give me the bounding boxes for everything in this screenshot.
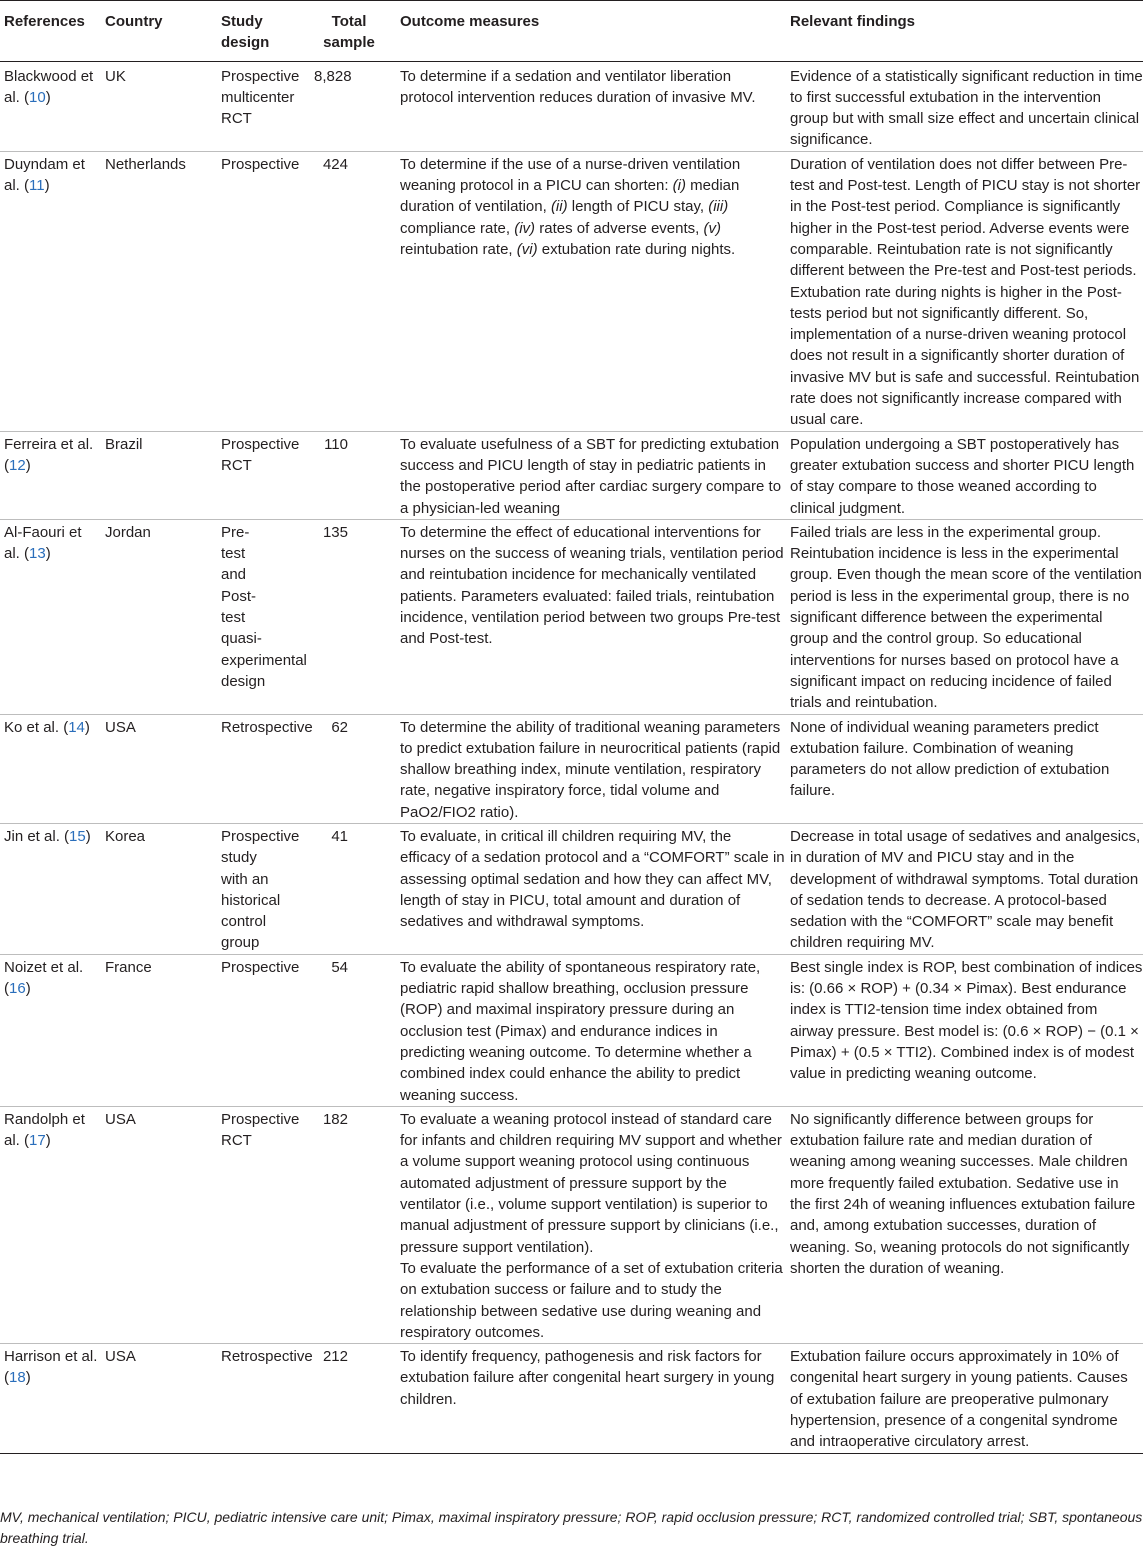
cell-country: France [101,954,217,1106]
outcome-text: To evaluate a weaning protocol instead of standard care for infants and children requiring MV support and whether a volume support weaning protocol using continuous automated adjustment of pressure support by the ventilator (i.e., volume support ventilation) is superior to manual adjustment of pressure support by clinicians (i.e., pressure support ventilation). [400,1110,782,1256]
table-row [0,431,1143,519]
outcome-enumerator: (vi) [516,240,538,258]
cell-outcome-measures [396,61,786,151]
header-total-sample: Total sample [310,1,396,62]
reference-authors: Noizet et al. ( [4,958,84,998]
outcome-text: extubation rate during nights. [537,240,736,258]
reference-authors: Blackwood et al. ( [4,67,94,106]
cell-country: USA [101,1344,217,1453]
cell-relevant-findings: Failed trials are less in the experimental group. Reintubation incidence is less in the experimental group. Even though the mean score of the ventilation period is less in the experimental group, there is no significant difference between the experimental group and the control group. So educational interventions for nurses based on protocol have a significant impact on reducing incidence of failed trials and reintubation. [786,519,1143,714]
reference-close: ) [45,545,51,563]
cell-total-sample: 8,828 [310,61,396,151]
cell-country: Netherlands [101,151,217,431]
outcome-text: length of PICU stay, [567,198,709,216]
cell-reference [0,431,101,519]
cell-study-design: Prospective RCT [217,431,310,519]
reference-close: ) [84,718,90,736]
cell-reference [0,61,101,151]
cell-study-design: Prospective RCT [217,1106,310,1343]
cell-outcome-measures [396,1344,786,1453]
reference-close: ) [85,827,91,845]
cell-outcome-measures [396,1106,786,1343]
reference-close: ) [44,177,50,195]
outcome-text: To evaluate usefulness of a SBT for predicting extubation success and PICU length of stay in pediatric patients in the postoperative period after cardiac surgery compare to a physician-led weaning [400,435,782,517]
header-study-design: Study design [217,1,310,62]
cell-total-sample: 135 [310,519,396,714]
reference-authors: Ko et al. ( [4,718,69,736]
cell-total-sample: 424 [310,151,396,431]
cell-country: Brazil [101,431,217,519]
outcome-text: To identify frequency, pathogenesis and risk factors for extubation failure after congenital heart surgery in young children. [400,1348,775,1408]
cell-reference [0,1344,101,1453]
outcome-text: To determine the ability of traditional weaning parameters to predict extubation failure in neurocritical patients (rapid shallow breathing index, minute ventilation, respiratory rate, negative inspiratory force, tidal volume and PaO2/FIO2 ratio). [400,718,781,821]
header-relevant-findings: Relevant findings [786,1,1143,62]
reference-authors: Randolph et al. ( [4,1110,85,1150]
reference-authors: Jin et al. ( [4,827,70,845]
cell-outcome-measures [396,431,786,519]
outcome-text: To evaluate, in critical ill children requiring MV, the efficacy of a sedation protocol and a “COMFORT” scale in assessing optimal sedation and how they can affect MV, length of stay in PICU, total amount and duration of sedatives and withdrawal symptoms. [400,827,785,931]
outcome-text: median duration of ventilation, [400,177,740,216]
cell-outcome-measures [396,823,786,954]
citation-link[interactable]: 14 [68,718,85,736]
cell-total-sample: 54 [310,954,396,1106]
cell-country: Korea [101,823,217,954]
table-row [0,61,1143,151]
cell-reference [0,1106,101,1343]
table-row [0,519,1143,714]
cell-total-sample: 110 [310,431,396,519]
table-row [0,1344,1143,1453]
cell-study-design: Prospective multicenter RCT [217,61,310,151]
outcome-enumerator: (iii) [708,198,729,216]
outcome-enumerator: (iv) [514,219,536,237]
outcome-text-secondary: To evaluate the performance of a set of extubation criteria on extubation success or failure and to study the relationship between sedative use during weaning and respiratory outcomes. [400,1259,783,1341]
cell-outcome-measures [396,151,786,431]
cell-study-design: Retrospective [217,714,310,823]
cell-relevant-findings: Extubation failure occurs approximately in 10% of congenital heart surgery in young patients. Causes of extubation failure are preoperative pulmonary hypertension, presence of a congenital syndrome and intraoperative circulatory arrest. [786,1344,1143,1453]
cell-country: Jordan [101,519,217,714]
cell-relevant-findings: Duration of ventilation does not differ between Pre-test and Post-test. Length of PICU stay is not shorter in the Post-test period. Compliance is significantly higher in the Post-test period. Adverse events were comparable. Reintubation rate is not significantly different between the Pre-test and Post-test periods. Extubation rate during nights is higher in the Post-tests period but not significantly different. So, implementation of a nurse-driven weaning protocol does not result in a significantly shorter duration of invasive MV but is safe and successful. Reintubation rate does not significantly increase compared with usual care. [786,151,1143,431]
reference-close: ) [25,456,31,474]
cell-reference [0,151,101,431]
citation-link[interactable]: 11 [29,177,45,195]
header-references: References [0,1,101,62]
cell-total-sample: 182 [310,1106,396,1343]
table-row [0,714,1143,823]
cell-reference [0,714,101,823]
cell-relevant-findings: Evidence of a statistically significant reduction in time to first successful extubation in the intervention group but with small size effect and uncertain clinical significance. [786,61,1143,151]
outcome-text: To determine if the use of a nurse-driven ventilation weaning protocol in a PICU can shorten: [400,155,741,195]
header-outcome-measures: Outcome measures [396,1,786,62]
cell-country: UK [101,61,217,151]
table-row [0,1106,1143,1343]
cell-outcome-measures [396,714,786,823]
citation-link[interactable]: 12 [9,456,26,474]
cell-study-design: Prospective [217,954,310,1106]
reference-close: ) [45,1132,51,1150]
cell-total-sample: 41 [310,823,396,954]
outcome-enumerator: (ii) [550,198,568,216]
cell-reference [0,823,101,954]
cell-study-design: Prospective study with an historical control group [217,823,310,954]
outcome-text: To determine if a sedation and ventilator liberation protocol intervention reduces duration of invasive MV. [400,67,756,106]
cell-reference [0,519,101,714]
reference-close: ) [25,1369,31,1387]
table-row [0,151,1143,431]
reference-close: ) [45,88,51,106]
outcome-text: reintubation rate, [400,240,517,258]
cell-study-design: Prospective [217,151,310,431]
outcome-text: rates of adverse events, [535,219,704,237]
cell-outcome-measures [396,954,786,1106]
table-footnote: MV, mechanical ventilation; PICU, pediatric intensive care unit; Pimax, maximal inspiratory pressure; ROP, rapid occlusion pressure; RCT, randomized controlled trial; SBT, spontaneous breathing trial. [0,1509,1143,1546]
reference-close: ) [25,980,31,998]
table-header-row [0,1,1143,62]
reference-authors: Ferreira et al. ( [4,435,94,474]
cell-total-sample: 62 [310,714,396,823]
citation-link[interactable]: 10 [29,88,46,106]
cell-reference [0,954,101,1106]
cell-relevant-findings: Best single index is ROP, best combination of indices is: (0.66 × ROP) + (0.34 × Pimax). Best endurance index is TTI2-tension time index obtained from airway pressure. Best model is: (0.6 × ROP) − (0.1 × Pimax) + (0.5 × TTI2). Combined index is of modest value in predicting weaning outcome. [786,954,1143,1106]
outcome-text: To determine the effect of educational interventions for nurses on the success of weaning trials, ventilation period and reintubation incidence for mechanically ventilated patients. Parameters evaluated: failed trials, reintubation incidence, ventilation period between two groups Pre-test and Post-test. [400,523,784,648]
cell-total-sample: 212 [310,1344,396,1453]
cell-relevant-findings: No significantly difference between groups for extubation failure rate and median duration of weaning among weaning successes. Male children more frequently failed extubation. Sedative use in the first 24h of weaning influences extubation failure and, among extubation successes, duration of weaning. So, weaning protocols do not significantly shorten the duration of weaning. [786,1106,1143,1343]
outcome-enumerator: (v) [703,219,721,237]
table-row [0,823,1143,954]
reference-authors: Duyndam et al. ( [4,155,85,195]
cell-country: USA [101,714,217,823]
cell-outcome-measures [396,519,786,714]
citation-link[interactable]: 17 [29,1132,46,1150]
outcome-text: compliance rate, [400,219,515,237]
outcome-enumerator: (i) [672,177,686,195]
citation-link[interactable]: 15 [69,827,86,845]
cell-study-design: Pre- test and Post- test quasi- experimental design [217,519,310,714]
reference-authors: Harrison et al. ( [4,1348,98,1387]
citation-link[interactable]: 13 [29,545,46,563]
cell-study-design: Retrospective [217,1344,310,1453]
cell-relevant-findings: Decrease in total usage of sedatives and analgesics, in duration of MV and PICU stay and in the development of withdrawal symptoms. Total duration of sedation tends to decrease. A protocol-based sedation with the “COMFORT” scale may benefit children requiring MV. [786,823,1143,954]
citation-link[interactable]: 16 [9,980,26,998]
cell-relevant-findings: Population undergoing a SBT postoperatively has greater extubation success and shorter PICU length of stay compare to those weaned according to clinical judgment. [786,431,1143,519]
reference-authors: Al-Faouri et al. ( [4,523,82,563]
cell-country: USA [101,1106,217,1343]
table-row [0,954,1143,1106]
outcome-text: To evaluate the ability of spontaneous respiratory rate, pediatric rapid shallow breathing, occlusion pressure (ROP) and maximal inspiratory pressure during an occlusion test (Pimax) and endurance indices in predicting weaning outcome. To determine whether a combined index could enhance the ability to predict weaning success. [400,958,761,1104]
cell-relevant-findings: None of individual weaning parameters predict extubation failure. Combination of weaning parameters do not allow prediction of extubation failure. [786,714,1143,823]
citation-link[interactable]: 18 [9,1369,26,1387]
header-country: Country [101,1,217,62]
